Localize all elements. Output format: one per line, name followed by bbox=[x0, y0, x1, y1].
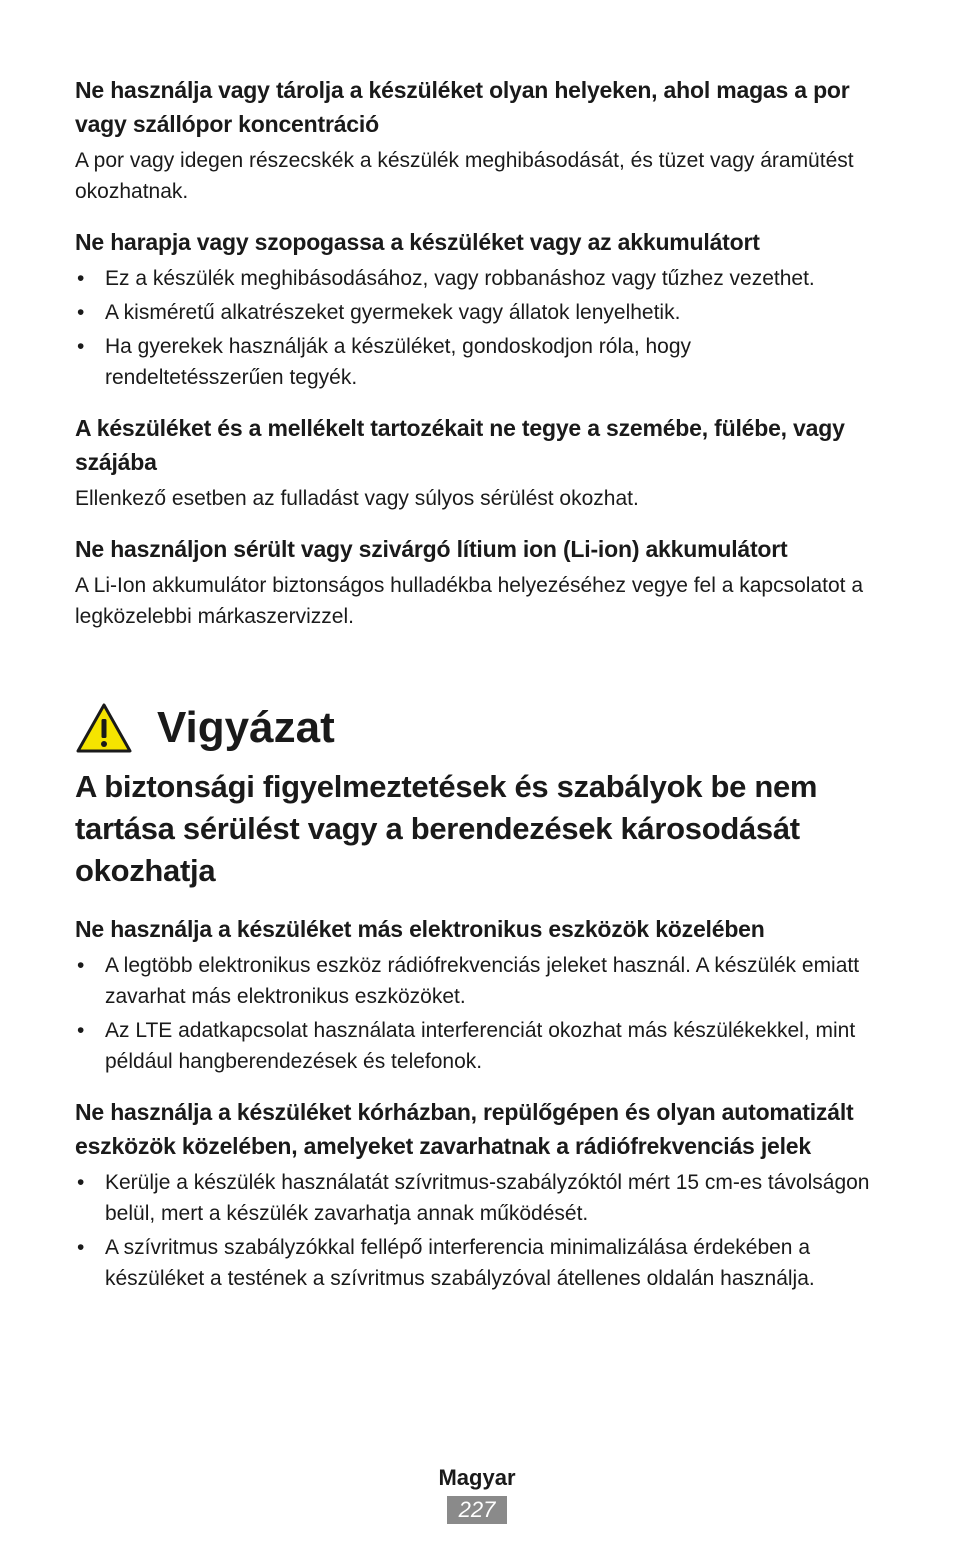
bullet-list bbox=[75, 1167, 875, 1294]
page-content bbox=[75, 73, 875, 1312]
caution-header bbox=[75, 698, 875, 758]
section-accessories bbox=[75, 411, 875, 514]
footer-language: Magyar bbox=[438, 1465, 516, 1490]
section-title: Ne használjon sérült vagy szivárgó lítium ion (Li-ion) akkumulátort bbox=[75, 536, 788, 562]
list-item: • Ez a készülék meghibásodásához, vagy robbanáshoz vagy tűzhez vezethet. bbox=[75, 263, 875, 294]
section-title: Ne használja a készüléket kórházban, repülőgépen és olyan automatizált eszközök közelében, amelyeket zavarhatnak a rádiófrekvenciás jelek bbox=[75, 1099, 854, 1159]
section-battery bbox=[75, 532, 875, 632]
caution-title: Vigyázat bbox=[157, 703, 335, 752]
bullet-list bbox=[75, 950, 875, 1077]
page-number: 227 bbox=[447, 1496, 508, 1524]
section-hospital bbox=[75, 1095, 875, 1294]
section-text: A por vagy idegen részecskék a készülék meghibásodását, és tüzet vagy áramütést okozhatnak. bbox=[75, 149, 854, 203]
section-bite bbox=[75, 225, 875, 393]
section-text: Ellenkező esetben az fulladást vagy súlyos sérülést okozhat. bbox=[75, 487, 639, 510]
bullet-list bbox=[75, 263, 875, 393]
list-item: • Ha gyerekek használják a készüléket, gondoskodjon róla, hogy rendeltetésszerűen tegyék. bbox=[75, 331, 875, 393]
list-item: • A kisméretű alkatrészeket gyermekek vagy állatok lenyelhetik. bbox=[75, 297, 875, 328]
page-footer bbox=[0, 1462, 954, 1524]
section-title: A készüléket és a mellékelt tartozékait ne tegye a szemébe, fülébe, vagy szájába bbox=[75, 415, 845, 475]
caution-subtitle: A biztonsági figyelmeztetések és szabályok be nem tartása sérülést vagy a berendezések károsodását okozhatja bbox=[75, 769, 818, 888]
list-item: • A szívritmus szabályzókkal fellépő interferencia minimalizálása érdekében a készüléket a testének a szívritmus szabályzóval átellenes oldalán használja. bbox=[75, 1232, 875, 1294]
section-title: Ne harapja vagy szopogassa a készüléket vagy az akkumulátort bbox=[75, 229, 760, 255]
list-item: • A legtöbb elektronikus eszköz rádiófrekvenciás jeleket használ. A készülék emiatt zavarhat más elektronikus eszközöket. bbox=[75, 950, 875, 1012]
section-title: Ne használja vagy tárolja a készüléket olyan helyeken, ahol magas a por vagy szállópor koncentráció bbox=[75, 77, 850, 137]
section-text: A Li-Ion akkumulátor biztonságos hulladékba helyezéséhez vegye fel a kapcsolatot a legközelebbi márkaszervizzel. bbox=[75, 574, 863, 628]
section-title: Ne használja a készüléket más elektronikus eszközök közelében bbox=[75, 916, 765, 942]
warning-triangle-icon bbox=[75, 702, 133, 754]
list-item: • Az LTE adatkapcsolat használata interferenciát okozhat más készülékekkel, mint például hangberendezések és telefonok. bbox=[75, 1015, 875, 1077]
section-electronics bbox=[75, 912, 875, 1077]
section-dust bbox=[75, 73, 875, 207]
list-item: • Kerülje a készülék használatát szívritmus-szabályzóktól mért 15 cm-es távolságon belül, mert a készülék zavarhatja annak működését. bbox=[75, 1167, 875, 1229]
